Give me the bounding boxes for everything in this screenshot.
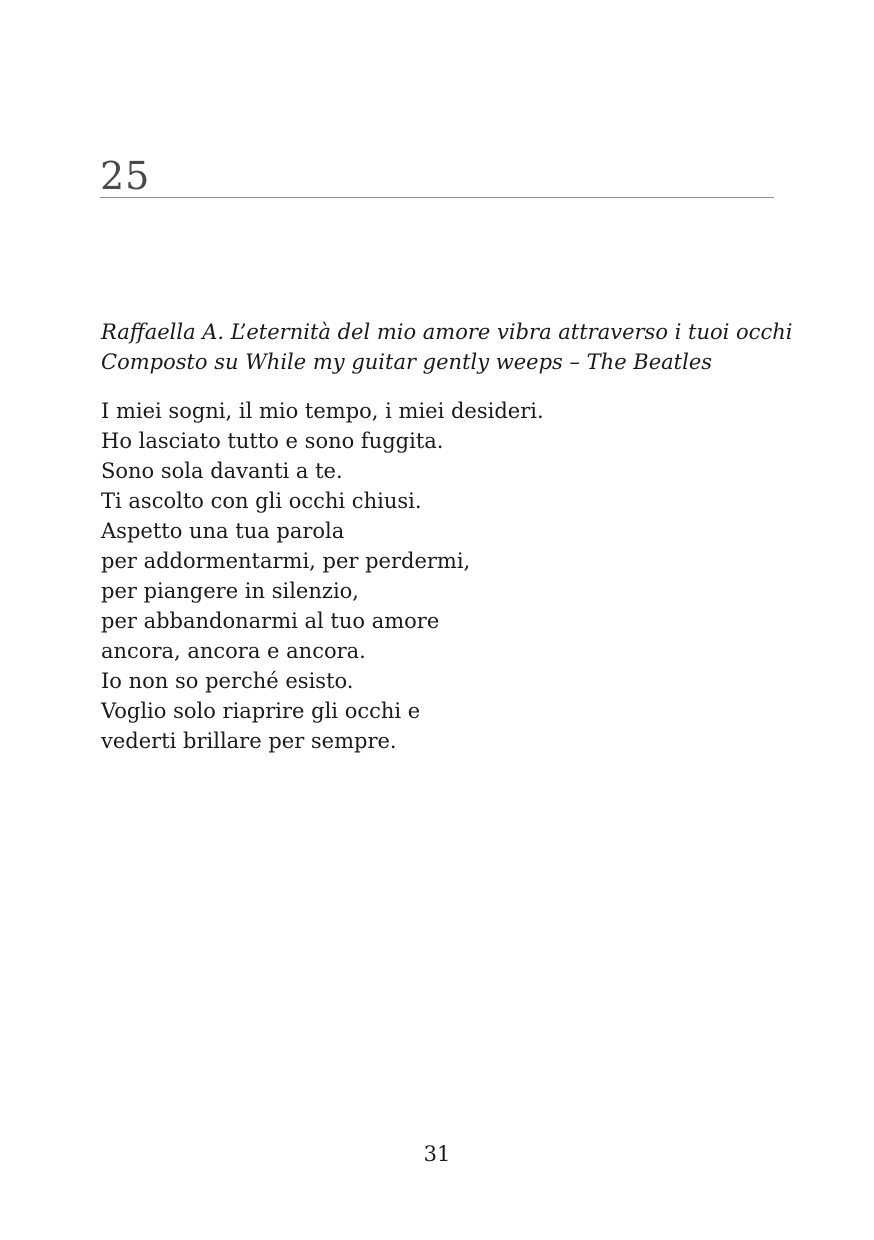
- poem-line: Ti ascolto con gli occhi chiusi.: [101, 489, 422, 513]
- poem-line: I miei sogni, il mio tempo, i miei desideri.: [101, 399, 544, 423]
- poem-line: per piangere in silenzio,: [101, 579, 359, 603]
- poem-title: Raffaella A. L’eternità del mio amore vibra attraverso i tuoi occhi: [101, 320, 793, 344]
- poem-heading: [101, 317, 792, 377]
- poem-line: Voglio solo riaprire gli occhi e: [101, 699, 421, 723]
- chapter-divider: [100, 197, 774, 198]
- poem-body: [101, 396, 544, 756]
- poem-line: ancora, ancora e ancora.: [101, 639, 366, 663]
- poem-line: Sono sola davanti a te.: [101, 459, 343, 483]
- poem-line: Ho lasciato tutto e sono fuggita.: [101, 429, 444, 453]
- poem-line: per addormentarmi, per perdermi,: [101, 549, 471, 573]
- poem-line: Aspetto una tua parola: [101, 519, 345, 543]
- chapter-number: 25: [100, 154, 151, 198]
- poem-line: per abbandonarmi al tuo amore: [101, 609, 440, 633]
- poem-line: Io non so perché esisto.: [101, 669, 354, 693]
- poem-subtitle: Composto su While my guitar gently weeps – The Beatles: [101, 350, 713, 374]
- page-number: 31: [423, 1142, 451, 1166]
- poem-line: vederti brillare per sempre.: [101, 729, 397, 753]
